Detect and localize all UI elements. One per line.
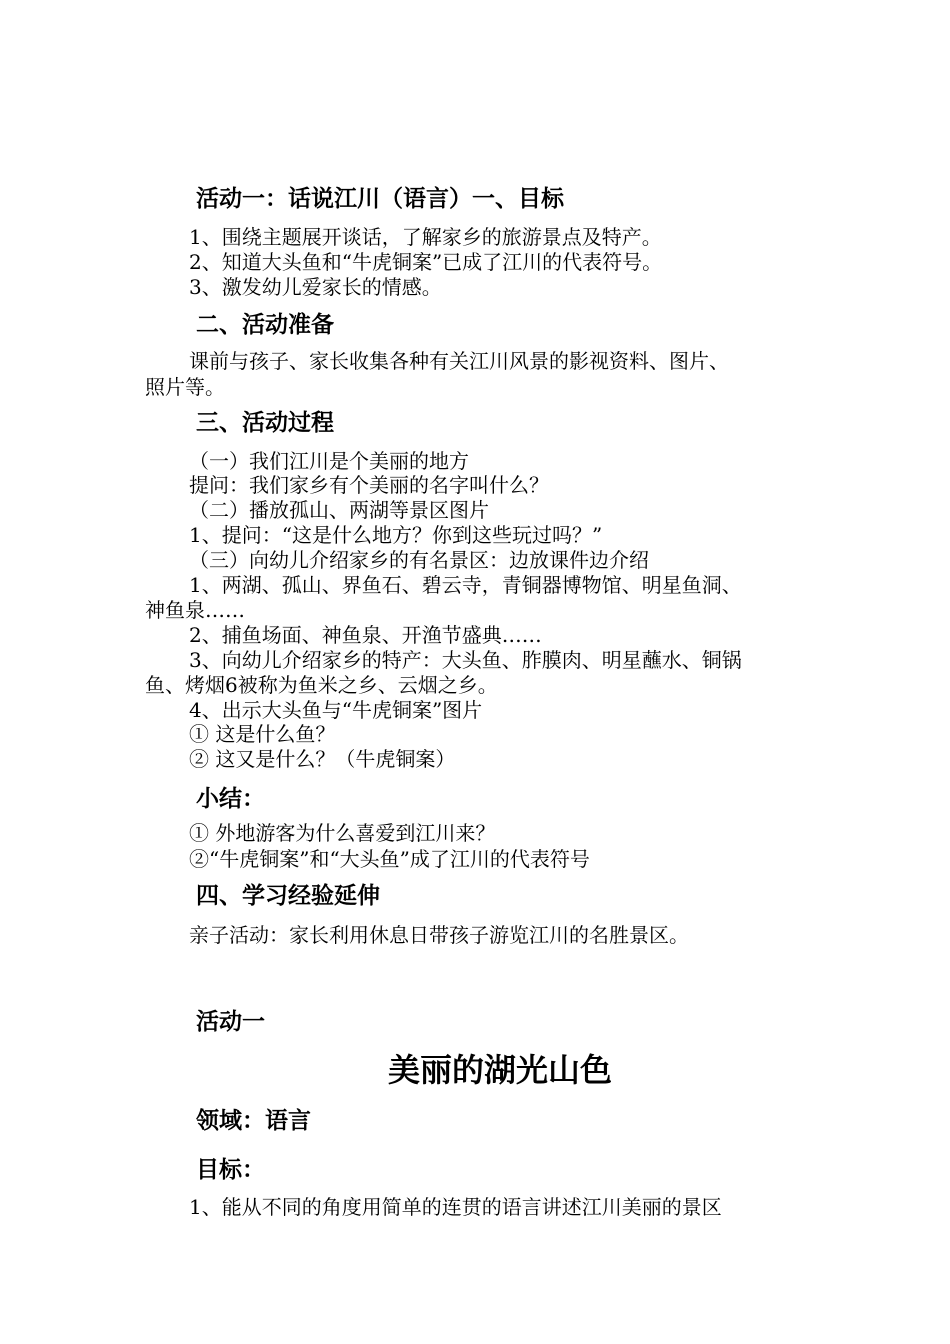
process-line: 提问：我们家乡有个美丽的名字叫什么？ [189, 473, 549, 497]
process-line: 鱼、烤烟6被称为鱼米之乡、云烟之乡。 [145, 673, 498, 697]
process-line: 2、捕鱼场面、神鱼泉、开渔节盛典…… [189, 623, 542, 647]
process-line: 1、提问：“这是什么地方？你到这些玩过吗？” [189, 523, 603, 547]
preparation-text: 照片等。 [145, 375, 225, 399]
section2-heading: 二、活动准备 [196, 312, 334, 338]
goal-line: 1、围绕主题展开谈话，了解家乡的旅游景点及特产。 [189, 225, 662, 249]
process-line: 4、出示大头鱼与“牛虎铜案”图片 [189, 698, 483, 722]
process-line: 神鱼泉…… [145, 598, 245, 622]
goal-line: 3、激发幼儿爱家长的情感。 [189, 275, 442, 299]
goals-heading: 目标： [196, 1157, 265, 1183]
process-line: ① 这是什么鱼？ [189, 722, 336, 746]
process-line: ② 这又是什么？（牛虎铜案） [189, 747, 456, 771]
preparation-text: 课前与孩子、家长收集各种有关江川风景的影视资料、图片、 [189, 349, 729, 373]
process-line: （三）向幼儿介绍家乡的有名景区：边放课件边介绍 [189, 548, 649, 572]
summary-line: ②“牛虎铜案”和“大头鱼”成了江川的代表符号 [189, 847, 590, 871]
summary-heading: 小结： [196, 786, 265, 812]
section3-heading: 三、活动过程 [196, 410, 334, 436]
domain-label: 领域：语言 [196, 1108, 311, 1134]
section4-heading: 四、学习经验延伸 [196, 883, 380, 909]
process-line: （一）我们江川是个美丽的地方 [189, 449, 469, 473]
extension-text: 亲子活动：家长利用休息日带孩子游览江川的名胜景区。 [189, 923, 689, 947]
section1-heading: 活动一：话说江川（语言）一、目标 [196, 186, 564, 212]
goal-line: 1、能从不同的角度用简单的连贯的语言讲述江川美丽的景区 [189, 1195, 722, 1219]
goal-line: 2、知道大头鱼和“牛虎铜案”已成了江川的代表符号。 [189, 250, 663, 274]
process-line: 3、向幼儿介绍家乡的特产：大头鱼、胙膜肉、明星蘸水、铜锅 [189, 648, 742, 672]
summary-line: ① 外地游客为什么喜爱到江川来？ [189, 821, 496, 845]
process-line: 1、两湖、孤山、界鱼石、碧云寺，青铜器博物馆、明星鱼洞、 [189, 573, 742, 597]
process-line: （二）播放孤山、两湖等景区图片 [189, 498, 489, 522]
activity-title: 美丽的湖光山色 [388, 1051, 613, 1089]
activity-label: 活动一 [196, 1009, 265, 1035]
